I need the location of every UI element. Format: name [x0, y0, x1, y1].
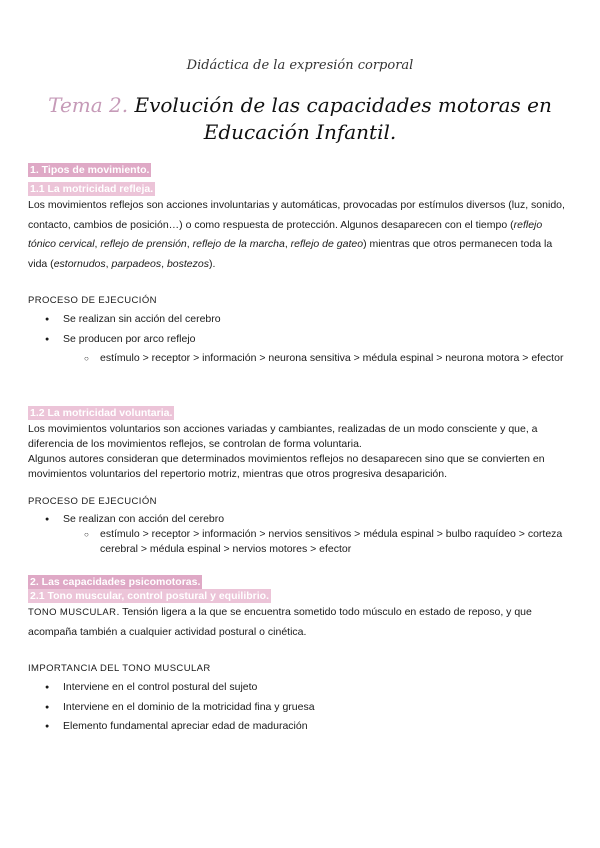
text-run: ). — [208, 257, 216, 270]
text-run: Los movimientos reflejos son acciones involuntarias y automáticas, provocadas por estímulos diversos (luz, sonido, contacto, cambios de posición…) o como respuesta de protección. Algunos desaparecen con el tiempo ( — [28, 199, 565, 231]
importancia-list — [28, 678, 573, 737]
italic-term: reflejo de prensión — [100, 238, 187, 250]
subsection-1-1-heading: 1.1 La motricidad refleja. — [30, 183, 154, 195]
list-item: ● Se realizan sin acción del cerebro — [28, 310, 573, 330]
proceso-label-1: PROCESO DE EJECUCIÓN — [28, 295, 157, 306]
proceso-list-2 — [28, 512, 573, 557]
text-run: , — [105, 257, 112, 270]
section-2-heading: 2. Las capacidades psicomotoras. — [30, 576, 201, 588]
page-title — [40, 92, 560, 146]
italic-term: reflejo de gateo — [290, 238, 364, 250]
sub-list-item: ○ estímulo > receptor > información > neurona sensitiva > médula espinal > neurona motora > efector — [28, 349, 573, 369]
section-1-heading: 1. Tipos de movimiento. — [30, 164, 150, 176]
subsection-1-2-heading: 1.2 La motricidad voluntaria. — [30, 407, 173, 419]
sub-list-item: ○ estímulo > receptor > información > nervios sensitivos > médula espinal > bulbo raquídeo > corteza cerebral > médula espinal > nervios motores > efector — [28, 527, 573, 557]
italic-term: reflejo de la marcha — [192, 238, 285, 250]
paragraph-tono-muscular — [28, 603, 573, 642]
italic-term: parpadeos — [111, 257, 162, 270]
paragraph-voluntarios-1: Los movimientos voluntarios son acciones variadas y cambiantes, realizadas de un modo consciente y que, a diferencia de los movimientos reflejos, se controlan de forma voluntaria. — [28, 423, 538, 450]
list-item: ● Se realizan con acción del cerebro — [28, 512, 573, 527]
section-1-heading-row — [28, 160, 573, 178]
list-item: ● Interviene en el control postural del sujeto — [28, 678, 573, 698]
proceso-label-2: PROCESO DE EJECUCIÓN — [28, 496, 157, 507]
italic-term: reflejo tónico cervical — [28, 218, 543, 250]
text-run: , — [94, 238, 101, 250]
tema-title: Evolución de las capacidades motoras en Educación Infantil. — [134, 93, 552, 144]
subsection-2-1-heading: 2.1 Tono muscular, control postural y equilibrio. — [30, 590, 270, 602]
text-run: , — [284, 238, 291, 250]
subsection-1-2-heading-row — [28, 403, 573, 421]
subsection-2-1-heading-row — [28, 586, 573, 604]
term-tono-muscular: TONO MUSCULAR — [28, 607, 117, 618]
tema-label: Tema 2. — [48, 93, 129, 117]
definition-text: . Tensión ligera a la que se encuentra sometido todo músculo en estado de reposo, y que acompaña también a cualquier actividad postural o cinética. — [28, 606, 532, 638]
subsection-1-1-heading-row — [28, 179, 573, 197]
importancia-label: IMPORTANCIA DEL TONO MUSCULAR — [28, 663, 211, 674]
paragraph-voluntarios-2: Algunos autores consideran que determinados movimientos reflejos no desaparecen sino que se convierten en movimientos voluntarios del repertorio motriz, mientras que otros progresiva desaparición. — [28, 453, 545, 480]
list-item: ● Elemento fundamental apreciar edad de maduración — [28, 717, 573, 737]
italic-term: estornudos — [53, 257, 106, 270]
list-item: ● Se producen por arco reflejo — [28, 330, 573, 350]
list-item: ● Interviene en el dominio de la motricidad fina y gruesa — [28, 698, 573, 718]
italic-term: bostezos — [166, 257, 209, 270]
proceso-list-1 — [28, 310, 573, 369]
course-title: Didáctica de la expresión corporal — [186, 58, 414, 73]
paragraph-reflejos — [28, 196, 573, 274]
text-run: ) mientras que otros permanecen toda la vida ( — [28, 238, 553, 270]
text-run: , — [161, 257, 167, 270]
text-run: , — [186, 238, 193, 250]
